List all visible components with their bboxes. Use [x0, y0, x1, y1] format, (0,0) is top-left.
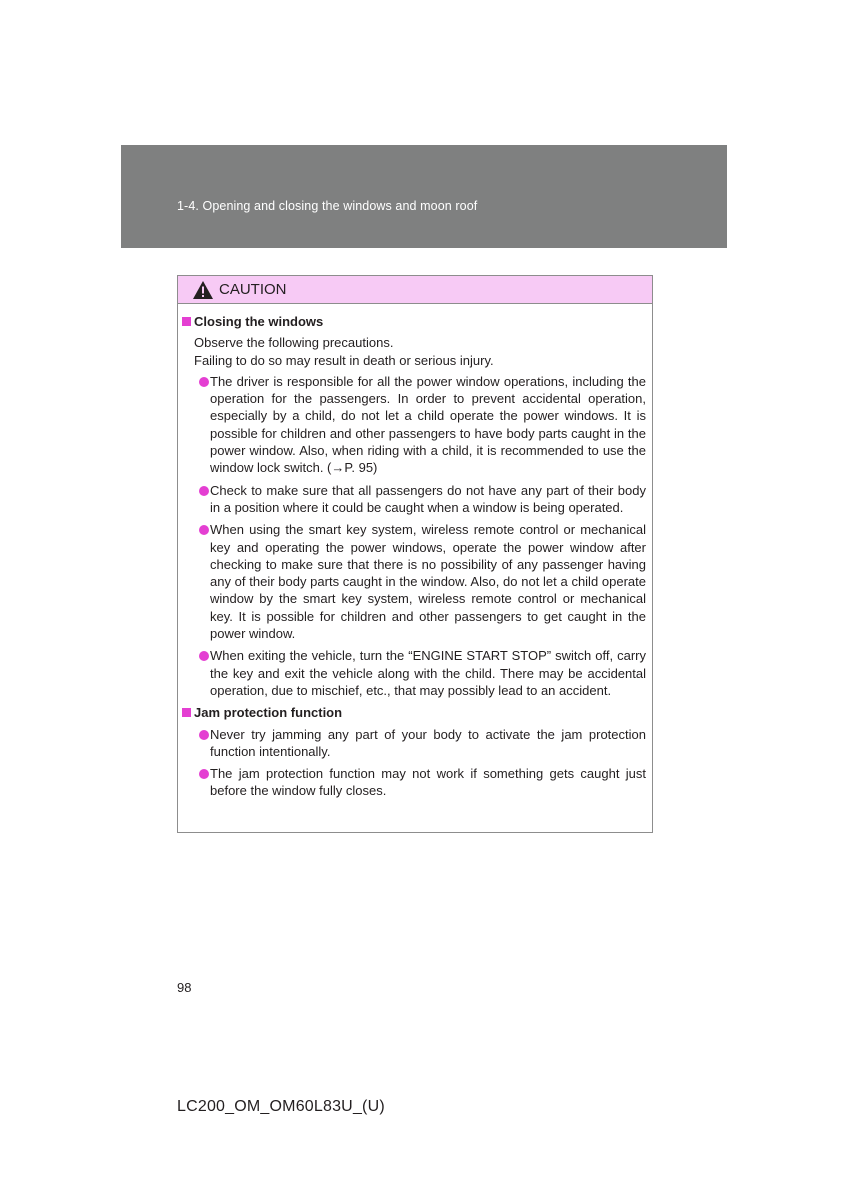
section-heading-closing-windows: Closing the windows: [182, 313, 646, 330]
bullet-dot-icon: [199, 769, 209, 779]
caution-label: CAUTION: [219, 281, 287, 298]
page-number: 98: [177, 980, 192, 995]
list-item: When exiting the vehicle, turn the “ENGINE START STOP” switch off, carry the key and exit the vehicle along with the child. There may be accidental operation, due to mischief, etc., that may possibly lead to an accident.: [182, 647, 646, 699]
document-code: LC200_OM_OM60L83U_(U): [177, 1098, 385, 1115]
list-item: Never try jamming any part of your body to activate the jam protection function intentionally.: [182, 726, 646, 761]
warning-triangle-icon: [192, 280, 214, 300]
bullet-dot-icon: [199, 486, 209, 496]
bullet-dot-icon: [199, 525, 209, 535]
list-item: The jam protection function may not work if something gets caught just before the window fully closes.: [182, 765, 646, 800]
closing-windows-list: [182, 373, 646, 699]
caution-body: [178, 304, 652, 800]
list-item: The driver is responsible for all the power window operations, including the operation for the passengers. In order to prevent accidental operation, especially by a child, do not let a child operate the power windows. It is possible for children and other passengers to have body parts caught in the power window. Also, when riding with a child, it is recommended to use the window lock switch. (→P. 95): [182, 373, 646, 477]
bullet-dot-icon: [199, 730, 209, 740]
bullet-dot-icon: [199, 651, 209, 661]
list-item: When using the smart key system, wireless remote control or mechanical key and operating the power windows, operate the power window after checking to make sure that there is no possibility of any passenger having any of their body parts caught in the window. Also, do not let a child operate window by the smart key system, wireless remote control or mechanical key. It is possible for children and other passengers to get caught in the power window.: [182, 521, 646, 642]
square-bullet-icon: [182, 708, 191, 717]
section-heading-jam-protection: Jam protection function: [182, 704, 646, 721]
bullet-dot-icon: [199, 377, 209, 387]
intro-text: Observe the following precautions. Failing to do so may result in death or serious injury.: [194, 335, 494, 368]
section-title: 1-4. Opening and closing the windows and moon roof: [177, 199, 478, 213]
jam-protection-list: [182, 726, 646, 800]
list-item: Check to make sure that all passengers do not have any part of their body in a position where it could be caught when a window is being operated.: [182, 482, 646, 517]
section-header-band: [121, 145, 727, 248]
square-bullet-icon: [182, 317, 191, 326]
caution-header: [178, 276, 652, 304]
caution-box: [177, 275, 653, 833]
